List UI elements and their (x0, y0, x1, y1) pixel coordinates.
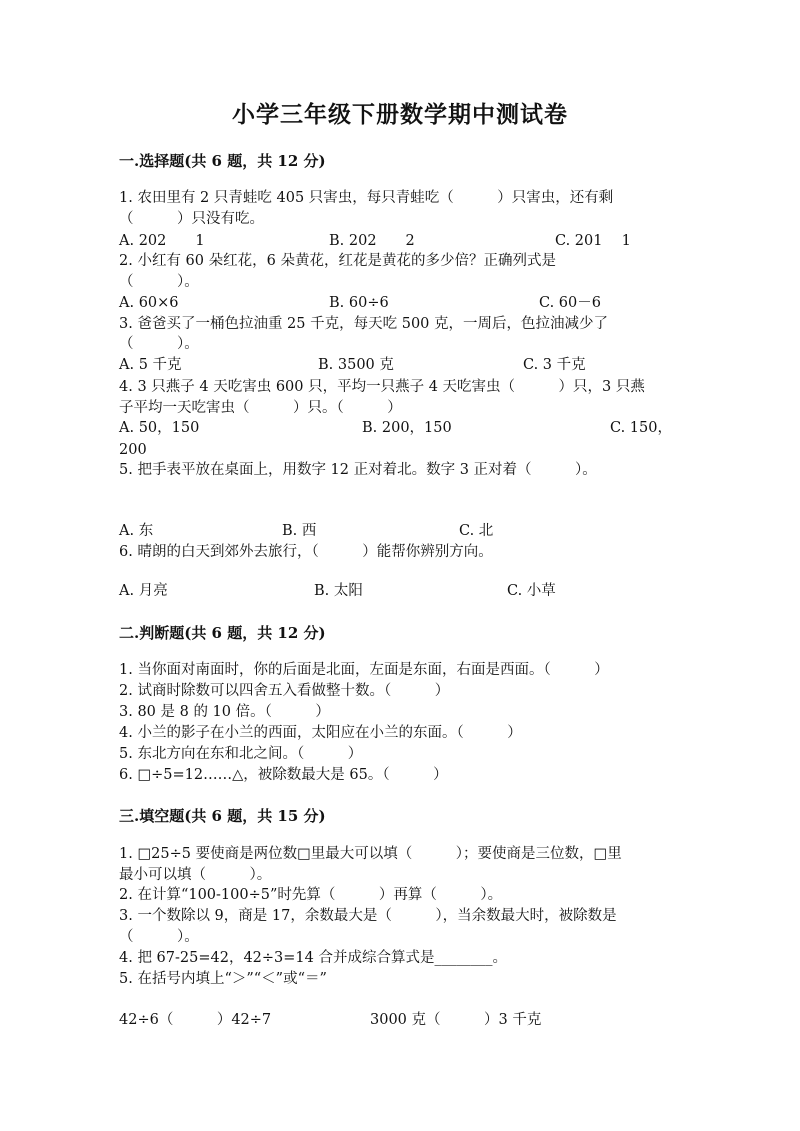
option-c: C. 60－6 (539, 295, 601, 311)
question-text: （ ）只没有吃。 (119, 211, 264, 227)
section-heading-choice: 一.选择题(共 6 题，共 12 分) (119, 152, 326, 170)
option-c-wrap: 200 (119, 442, 147, 458)
option-b: B. 200，150 (362, 420, 452, 436)
fill-question: 最小可以填（ ）。 (119, 867, 272, 883)
judgment-item: 2. 试商时除数可以四舍五入看做整十数。（ ） (119, 683, 450, 699)
question-text: 2. 小红有 60 朵红花，6 朵黄花，红花是黄花的多少倍？正确列式是 (119, 253, 556, 269)
section-heading-judgment: 二.判断题(共 6 题，共 12 分) (119, 624, 326, 642)
option-b: B. 60÷6 (329, 295, 389, 311)
question-text: 5. 把手表平放在桌面上，用数字 12 正对着北。数字 3 正对着（ ）。 (119, 462, 597, 478)
compare-item: 3000 克（ ）3 千克 (370, 1012, 542, 1028)
question-text: 4. 3 只燕子 4 天吃害虫 600 只，平均一只燕子 4 天吃害虫（ ）只，3 只燕 (119, 379, 645, 395)
option-a: A. 月亮 (119, 583, 168, 599)
option-a: A. 东 (119, 523, 154, 539)
option-a: A. 5 千克 (119, 357, 182, 373)
option-b: B. 西 (282, 523, 317, 539)
question-text: 1. 农田里有 2 只青蛙吃 405 只害虫，每只青蛙吃（ ）只害虫，还有剩 (119, 190, 614, 206)
option-a: A. 202 1 (119, 233, 205, 249)
fill-question: 5. 在括号内填上“＞”“＜”或“＝” (119, 971, 327, 987)
option-c: C. 北 (459, 523, 494, 539)
option-c: C. 201 1 (555, 233, 631, 249)
judgment-item: 4. 小兰的影子在小兰的西面，太阳应在小兰的东面。（ ） (119, 725, 522, 741)
section-heading-fill: 三.填空题(共 6 题，共 15 分) (119, 807, 326, 825)
option-c: C. 150， (610, 420, 672, 436)
compare-item: 42÷6（ ）42÷7 (119, 1012, 272, 1028)
question-text: （ ）。 (119, 336, 199, 352)
question-text: 子平均一天吃害虫（ ）只。（ ） (119, 400, 402, 416)
option-b: B. 3500 克 (318, 357, 394, 373)
option-b: B. 太阳 (314, 583, 363, 599)
question-text: 3. 爸爸买了一桶色拉油重 25 千克，每天吃 500 克，一周后，色拉油减少了 (119, 316, 609, 332)
question-text: （ ）。 (119, 274, 199, 290)
page-title: 小学三年级下册数学期中测试卷 (232, 101, 568, 128)
question-text: 6. 晴朗的白天到郊外去旅行，（ ）能帮你辨别方向。 (119, 544, 493, 560)
judgment-item: 3. 80 是 8 的 10 倍。（ ） (119, 704, 330, 720)
option-b: B. 202 2 (329, 233, 415, 249)
option-c: C. 3 千克 (523, 357, 586, 373)
fill-question: 3. 一个数除以 9，商是 17，余数最大是（ ），当余数最大时，被除数是 (119, 908, 617, 924)
fill-question: （ ）。 (119, 929, 199, 945)
fill-question: 1. □25÷5 要使商是两位数□里最大可以填（ ）；要使商是三位数，□里 (119, 846, 622, 862)
option-a: A. 60×6 (119, 295, 179, 311)
judgment-item: 5. 东北方向在东和北之间。（ ） (119, 746, 363, 762)
fill-question: 2. 在计算“100-100÷5”时先算（ ）再算（ ）。 (119, 887, 503, 903)
judgment-item: 6. □÷5=12……△，被除数最大是 65。（ ） (119, 767, 448, 783)
option-c: C. 小草 (507, 583, 556, 599)
judgment-item: 1. 当你面对南面时，你的后面是北面，左面是东面，右面是西面。（ ） (119, 662, 609, 678)
option-a: A. 50，150 (119, 420, 200, 436)
fill-question: 4. 把 67-25=42，42÷3=14 合并成综合算式是________。 (119, 950, 507, 966)
